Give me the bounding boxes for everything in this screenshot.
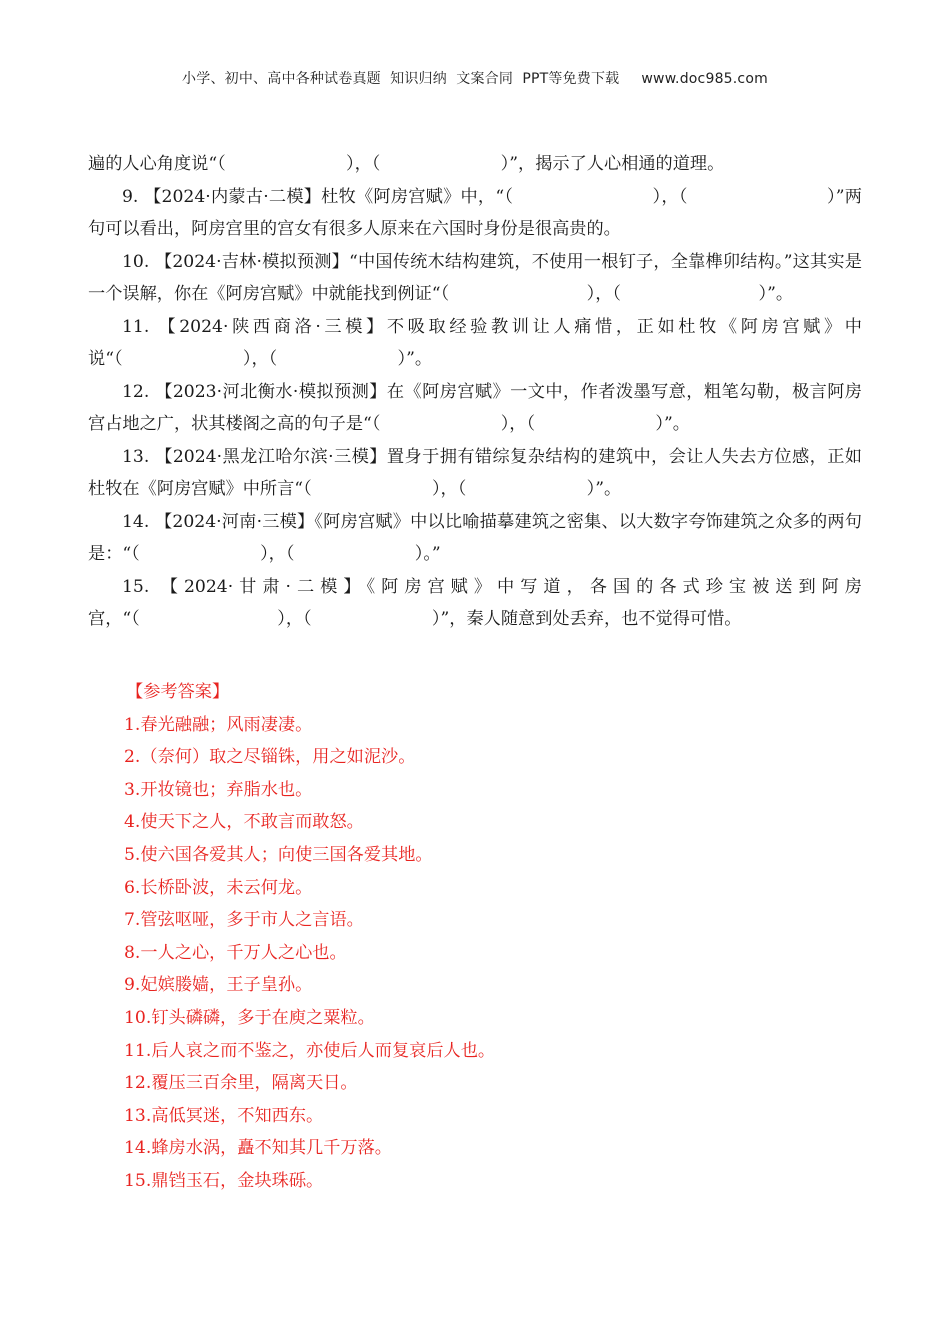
- page-header: [0, 68, 950, 88]
- questions-section: [88, 148, 862, 636]
- answer-item: 4.使天下之人，不敢言而敢怒。: [124, 812, 364, 833]
- header-text: 小学、初中、高中各种试卷真题 知识归纳 文案合同 PPT等免费下载: [182, 71, 620, 87]
- question-13: 13. 【2024·黑龙江哈尔滨·三模】置身于拥有错综复杂结构的建筑中，会让人失去方位感，正如杜牧在《阿房宫赋》中所言“（ ），（ ）”。: [88, 446, 862, 499]
- answer-item: 14.蜂房水涡，矗不知其几千万落。: [124, 1138, 392, 1159]
- answer-item: 6.长桥卧波，未云何龙。: [124, 877, 313, 898]
- answer-item: 15.鼎铛玉石，金块珠砾。: [124, 1170, 324, 1191]
- question-continuation: 遍的人心角度说“（ ），（ ）”，揭示了人心相通的道理。: [88, 154, 725, 174]
- question-11: 11. 【2024·陕西商洛·三模】不吸取经验教训让人痛惜，正如杜牧《阿房宫赋》中说“（ ），（ ）”。: [88, 316, 862, 369]
- answer-item: 10.钉头磷磷，多于在庾之粟粒。: [124, 1007, 375, 1028]
- answers-section: [124, 676, 495, 1198]
- question-14: 14. 【2024·河南·三模】《阿房宫赋》中以比喻描摹建筑之密集、以大数字夸饰建筑之众多的两句是：“（ ），（ ）。”: [88, 511, 862, 564]
- answer-item: 13.高低冥迷，不知西东。: [124, 1105, 324, 1126]
- header-site-link[interactable]: www.doc985.com: [641, 71, 768, 87]
- answer-item: 9.妃嫔媵嫱，王子皇孙。: [124, 975, 313, 996]
- question-10: 10. 【2024·吉林·模拟预测】“中国传统木结构建筑，不使用一根钉子，全靠榫卯结构。”这其实是一个误解，你在《阿房宫赋》中就能找到例证“（ ），（ ）”。: [88, 251, 862, 304]
- answer-item: 12.覆压三百余里，隔离天日。: [124, 1073, 358, 1094]
- answer-item: 3.开妆镜也；弃脂水也。: [124, 779, 313, 800]
- answer-item: 1.春光融融；风雨凄凄。: [124, 714, 313, 735]
- answer-item: 5.使六国各爱其人；向使三国各爱其地。: [124, 844, 433, 865]
- question-15: 15. 【2024·甘肃·二模】《阿房宫赋》中写道，各国的各式珍宝被送到阿房宫，“（ ），（ ）”，秦人随意到处丢弃，也不觉得可惜。: [88, 576, 862, 629]
- answers-title: 【参考答案】: [126, 682, 230, 702]
- answer-item: 8.一人之心，千万人之心也。: [124, 942, 347, 963]
- answer-item: 11.后人哀之而不鉴之，亦使后人而复哀后人也。: [124, 1040, 496, 1061]
- answer-item: 7.管弦呕哑，多于市人之言语。: [124, 910, 364, 931]
- answer-item: 2.（奈何）取之尽锱铢，用之如泥沙。: [124, 747, 416, 768]
- question-9: 9. 【2024·内蒙古·二模】杜牧《阿房宫赋》中，“（ ），（ ）”两句可以看出，阿房宫里的宫女有很多人原来在六国时身份是很高贵的。: [88, 186, 862, 239]
- question-12: 12. 【2023·河北衡水·模拟预测】在《阿房宫赋》一文中，作者泼墨写意，粗笔勾勒，极言阿房宫占地之广，状其楼阁之高的句子是“（ ），（ ）”。: [88, 381, 862, 434]
